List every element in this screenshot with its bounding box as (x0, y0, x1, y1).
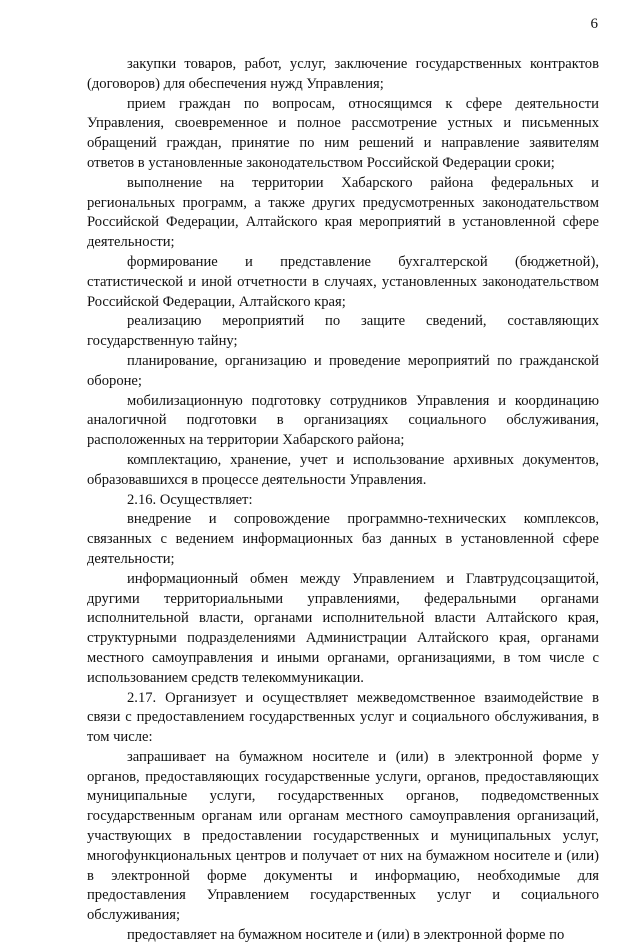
paragraph: формирование и представление бухгалтерской (бюджетной), статистической и иной отчетности в случаях, установленных законодательством Российской Федерации, Алтайского края; (87, 253, 599, 310)
document-body (87, 55, 599, 946)
paragraph: выполнение на территории Хабарского района федеральных и региональных программ, а также других предусмотренных законодательством Российской Федерации, Алтайского края мероприятий в установленной сфере деятельности; (87, 174, 599, 251)
paragraph: информационный обмен между Управлением и Главтрудсоцзащитой, другими территориальными управлениями, федеральными органами исполнительной власти, органами исполнительной власти Алтайского края, структурными подразделениями Администрации Алтайского края, органами местного самоуправления и иными органами, организациями, в том числе с использованием средств телекоммуникации. (87, 570, 599, 686)
paragraph: предоставляет на бумажном носителе и (или) в электронной форме по (127, 927, 565, 944)
paragraph: планирование, организацию и проведение мероприятий по гражданской обороне; (87, 352, 599, 389)
paragraph: 2.16. Осуществляет: (127, 491, 253, 508)
paragraph: реализацию мероприятий по защите сведений, составляющих государственную тайну; (87, 313, 599, 350)
paragraph: 2.17. Организует и осуществляет межведомственное взаимодействие в связи с предоставлением государственных услуг и социального обслуживания, в том числе: (87, 689, 599, 746)
page-number: 6 (590, 16, 598, 32)
paragraph: комплектацию, хранение, учет и использование архивных документов, образовавшихся в процессе деятельности Управления. (87, 451, 599, 488)
paragraph: закупки товаров, работ, услуг, заключение государственных контрактов (договоров) для обеспечения нужд Управления; (87, 56, 599, 92)
paragraph: мобилизационную подготовку сотрудников Управления и координацию аналогичной подготовки в организациях социального обслуживания, расположенных на территории Хабарского района; (87, 392, 599, 449)
paragraph: прием граждан по вопросам, относящимся к сфере деятельности Управления, своевременное и полное рассмотрение устных и письменных обращений граждан, принятие по ним решений и направление заявителям ответов в установленные законодательством Российской Федерации сроки; (87, 95, 599, 171)
paragraph: внедрение и сопровождение программно-технических комплексов, связанных с ведением информационных баз данных в установленной сфере деятельности; (87, 511, 599, 567)
paragraph: запрашивает на бумажном носителе и (или) в электронной форме у органов, предоставляющих государственные услуги, органов, предоставляющих муниципальные услуги, государственных органов, подведомственных государственным органам или органам местного самоуправления организаций, участвующих в предоставлении государственных и муниципальных услуг, многофункциональных центров и получает от них на бумажном носителе и (или) в электронной форме документы и информацию, необходимые для предоставления Управлением государственных услуг и социального обслуживания; (87, 748, 599, 924)
